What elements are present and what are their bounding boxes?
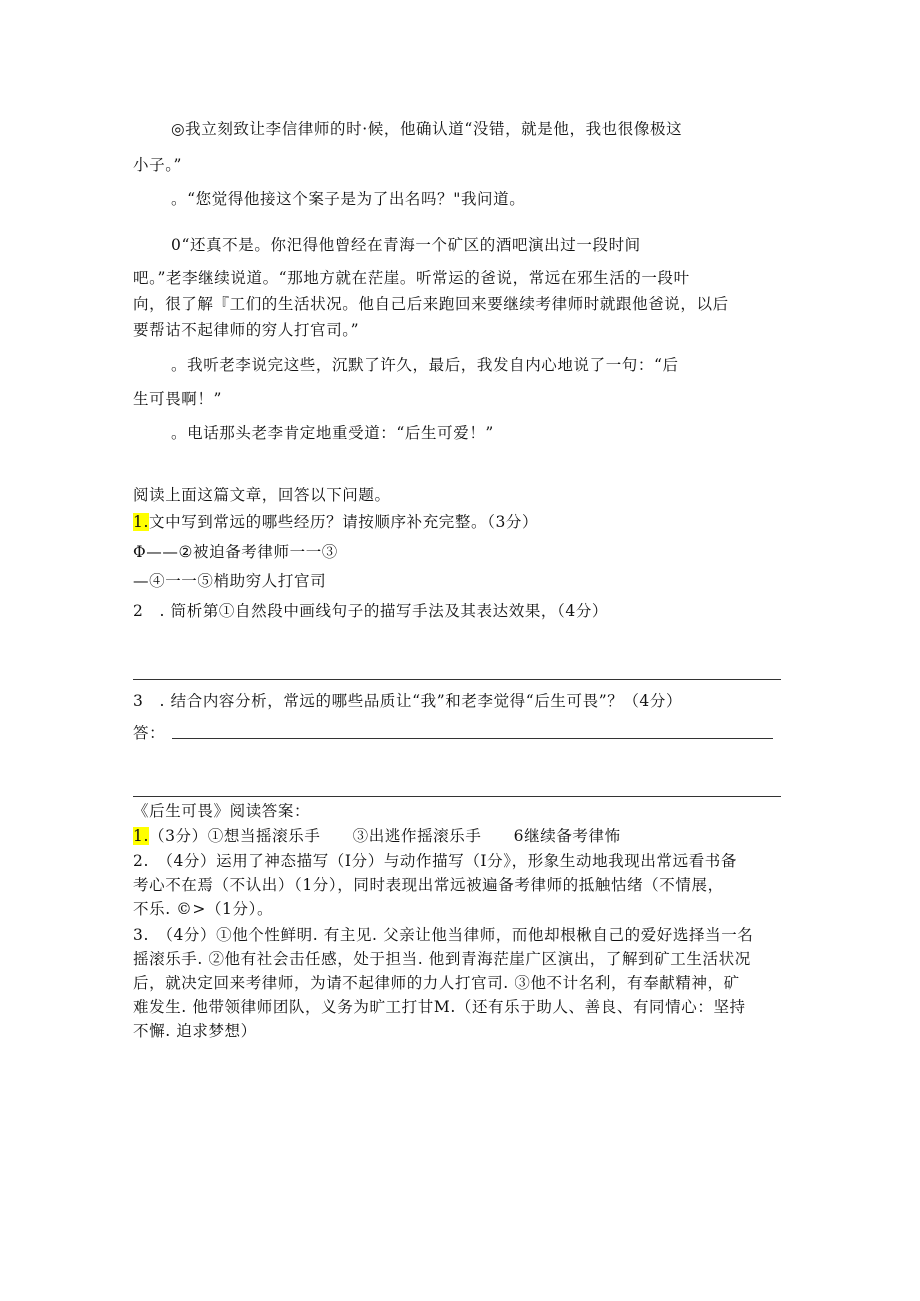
passage-line-10: 。电话那头老李肯定地重受道：“后生可爱！” [171, 424, 494, 442]
answer-3-line-1: 3. （4分）①他个性鲜明. 有主见. 父亲让他当律师，而他却根楸自己的爱好选择当一名 [133, 926, 754, 944]
question-3-answer-label: 答： [133, 724, 166, 742]
answer-3-line-5: 不懈. 迫求梦想） [133, 1022, 257, 1040]
section-divider [133, 796, 781, 797]
question-1-blank-line-2: —④一一⑤梢助穷人打官司 [133, 572, 327, 590]
question-1-blank-line-1: Φ——②被迫备考律师一一③ [133, 543, 338, 561]
answers-title: 《后生可畏》阅读答案： [133, 802, 311, 820]
answer-3-line-4: 难发生. 他带领律师团队，义务为旷工打甘M.（还有乐于助人、善良、有同情心：坚持 [133, 998, 746, 1016]
questions-intro: 阅读上面这篇文章，回答以下问题。 [133, 486, 391, 504]
answer-2-line-3: 不乐. ©>（1分）。 [133, 900, 274, 918]
answer-2-line-1: 2. （4分）运用了神态描写（I分）与动作描写（I分》，形象生动地我现出常远看书备 [133, 852, 737, 870]
passage-line-4: 0“还真不是。你汜得他曾经在青海一个矿区的酒吧演出过一段时间 [171, 236, 641, 254]
passage-line-6: 向，很了解『工们的生活状况。他自己后来跑回来要继续考律师时就跟他爸说，以后 [133, 295, 729, 313]
question-3-answer-line [172, 738, 773, 739]
passage-line-3: 。“您觉得他接这个案子是为了出名吗？"我问道。 [171, 190, 526, 208]
passage-line-5: 吧。”老李继续说道。“那地方就在茫崖。听常运的爸说，常远在邪生活的一段叶 [133, 269, 690, 287]
question-2: 2 . 筒析第①自然段中画线句子的描写手法及其表达效果，（4分） [133, 602, 609, 620]
question-2-answer-line [133, 679, 781, 680]
question-1 [133, 512, 538, 532]
question-1-number: 1. [133, 513, 149, 531]
answer-1-number: 1. [133, 827, 149, 845]
passage-line-1: ◎我立刻致让李信律师的时·候，他确认道“没错，就是他，我也很像极这 [171, 120, 683, 138]
answer-3-line-3: 后，就决定回来考律师，为请不起律师的力人打官司. ③他不计名利，有奉献精神，矿 [133, 974, 740, 992]
answer-1-text: （3分）①想当摇滚乐手 ③出逃作摇滚乐手 6继续备考律怖 [149, 827, 621, 845]
answer-2-line-2: 考心不在焉（不认出）（1分），同时表现出常远被遍备考律师的抵触怙绪（不情展， [133, 876, 724, 894]
question-1-text: 文中写到常远的哪些经历？请按顺序补充完整。（3分） [149, 513, 539, 531]
question-3: 3 . 结合内容分析，常远的哪些品质让“我”和老李觉得“后生可畏”？（4分） [133, 692, 683, 710]
answer-1 [133, 826, 621, 846]
passage-line-8: 。我听老李说完这些，沉默了许久，最后，我发自内心地说了一句：“后 [171, 356, 679, 374]
passage-line-7: 要帮诂不起律师的穷人打官司。” [133, 321, 360, 339]
passage-line-2: 小子。” [133, 156, 183, 174]
passage-line-9: 生可畏啊！” [133, 390, 223, 408]
answer-3-line-2: 摇滚乐手. ②他有社会击任感，处于担当. 他到青海茫崖广区演出，了解到矿工生活状况 [133, 950, 751, 968]
